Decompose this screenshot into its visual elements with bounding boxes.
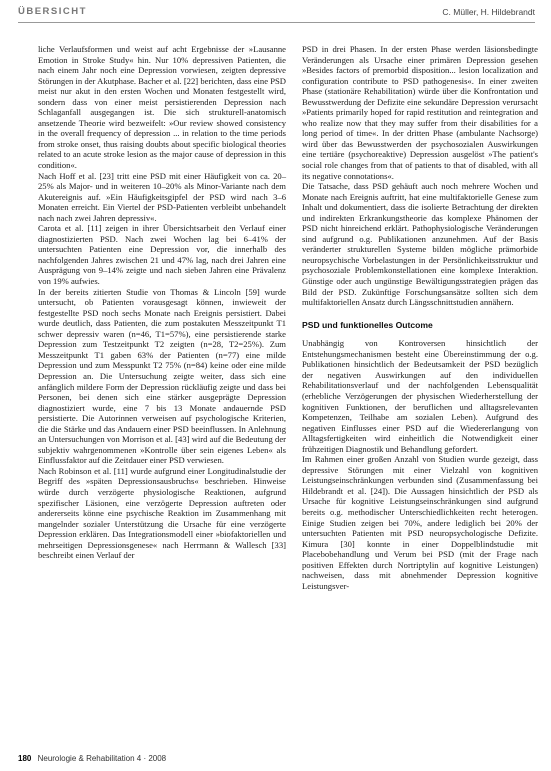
running-authors: C. Müller, H. Hildebrandt [442, 7, 535, 17]
section-subheading: PSD und funktionelles Outcome [302, 319, 433, 330]
header-rule [18, 22, 535, 23]
paragraph: Im Rahmen einer großen Anzahl von Studien wurde gezeigt, dass depressive Störungen mit einer Vielzahl von kognitiven Leistungseinschränkungen verbunden sind (Zusammenfassung bei Hildebrandt et al. [24]). Die Aussagen hinsichtlich der PSD als Ursache für kognitive Leistungseinschränkungen sind aufgrund bereits o.g. methodischer Unterschiedlichkeiten recht heterogen. Einige Studien zeigen bei 70%, andere lediglich bei 20% der untersuchten Patienten mit PSD neuropsychologische Defizite. Kimura [30] konnte in einer Doppelblindstudie mit Placebobehandlung und Verum bei PSD (mit der Frage nach positiven Effekten durch Nortriptylin auf kognitive Leistungen) nachweisen, dass mit abnehmender Depression kognitive Leistungsver- [302, 454, 538, 591]
page-header [0, 0, 551, 24]
page-footer [18, 754, 166, 763]
right-column [302, 44, 538, 591]
paragraph: Nach Robinson et al. [11] wurde aufgrund einer Longitudinalstudie der Begriff des »späten Depressionsausbruchs« beschrieben. Hinweise würde durch verzögerte physiologische Reaktionen, aufgrund spezifischer Läsionen, eine verzögerte Depression auftreten oder andererseits könne eine psychische Reaktion im Zusammenhang mit mangelnder sozialer Unterstützung die Ursache für eine verzögerte Depression erklären. Das Integrationsmodell einer »biofaktoriellen und mehrseitigen Depressionsgenese« nach Herrmann & Wallesch [33] beschreibt einen Verlauf der [38, 465, 286, 561]
paragraph: PSD in drei Phasen. In der ersten Phase werden läsionsbedingte Veränderungen als Ursache einer primären Depression gesehen »Besides factors of premorbid disposition... lesion localization and configuration contribute to PSD pathogenesis«. In einer zweiten Phase (stationäre Rehabilitation) würde über die Konfrontation und Bewusstwerdung der Defizite eine sekundäre Depression verursacht »Patients primarily hoped for rapid restitution and reintegration and who realize now that they may suffer from their disabilities for a long period of time«. In der dritten Phase (ambulante Nachsorge) wird über das Bewusstwerden der psychosozialen Auswirkungen eine tertiäre (psychoreaktive) Depression ausgelöst »The patient's social role changes from that of patients to that of disabled, with all its negative connotations«. [302, 44, 538, 181]
paragraph: liche Verlaufsformen und weist auf acht Ergebnisse der »Lausanne Emotion in Stroke Study« hin. Nur 10% depressiven Patienten, die nach einem Jahr noch eine Depression vorwiesen, zeigten depressive Störungen in der Akutphase. Bacher et al. [22] berichten, dass eine PSD meist nur akut in den ersten Wochen und Monaten festgestellt wird, sondern dass von einer meist persistierenden Depression nach Schlaganfall ausgegangen ist. Die sich strukturell-anatomisch ansetzende Theorie wird bezweifelt: »Our review showed consistency in the overall frequency of depression ... in relation to the time periods from stroke onset, thus raising doubts about specific biological theories related to an acute stroke lesion as the major cause of depression in this condition«. [38, 44, 286, 171]
section-title: ÜBERSICHT [18, 6, 87, 17]
paragraph: In der bereits zitierten Studie von Thomas & Lincoln [59] wurde untersucht, ob Patienten vorausgesagt können, inwieweit der festgestellte PSD noch sechs Monate nach Ereignis persistiert. Dabei wurde deutlich, dass Patienten, die zum postakuten Messzeitpunkt T1 schwer depressiv waren (n=46, T1=57%), eine persistierende starke Depression zum Testzeitpunkt T2 zeigten (n=28, T2=25%). Zum Messzeitpunkt T1 gaben 63% der Patienten (n=77) eine milde Depression und zum Messpunkt T2 75% (n=84) keine oder eine milde Depression an. Die Untersuchung zeigte weiter, dass sich eine anfänglich mildere Form der Depression rückläufig zeigte und dass bei Personen, bei denen sich eine stärker ausgeprägte Depression diagnostiziert wurde, eine 7 bis 13 Monate andauernde PSD persistierte. Die Autorinnen verweisen auf psychologische Kriterien, die die Stärke und das Andauern einer PSD beeinflussen. In Anlehnung an Untersuchungen von Morrison et al. [43] wird auf die Bedeutung der subjektiv wahrgenommenen »Kontrolle über sein eigenes Leben« als Einflussfaktor auf die Zeitdauer einer PSD verwiesen. [38, 286, 286, 466]
paragraph: Carota et al. [11] zeigen in ihrer Übersichtsarbeit den Verlauf einer diagnostizierten PSD. Nach zwei Wochen lag bei 6–41% der untersuchten Patienten eine Depression vor, die innerhalb des nachfolgenden Jahres zwischen 21 und 47% lag, nach drei Jahren eine Ausprägung von 9–14% zeigte und nach sieben Jahren eine Prävalenz von 19% aufwies. [38, 223, 286, 287]
paragraph: Die Tatsache, dass PSD gehäuft auch noch mehrere Wochen und Monate nach Ereignis auftritt, hat eine multifaktorielle Genese zum Inhalt und dokumentiert, dass die isolierte Betrachtung der direkten und indirekten Erkrankungstheorie das komplexe Phänomen der PSD nicht hinreichend erklärt. Pathophysiologische Veränderungen sind aufgrund o.g. Publikationen anzunehmen. Auf der Basis veränderter strukturellen Systeme bilden mögliche prämorbide neuropsychische Vorbelastungen in der Persönlichkeitsstruktur und psychosoziale Problemkonstellationen eine komplexe Interaktion. Günstige oder auch ungünstige Bewältigungsstrategien prägen das Bild der PSD. Zukünftige Forschungsansätze sollten sich dem multifaktoriellen Ansatz durch Längsschnittstudien annähern. [302, 181, 538, 308]
page-number: 180 [18, 754, 32, 763]
paragraph: Unabhängig von Kontroversen hinsichtlich der Entstehungsmechanismen besteht eine Übereinstimmung der o.g. Publikationen hinsichtlich der Bedeutsamkeit der PSD bezüglich der negativen Auswirkungen auf den individuellen Rehabilitationsverlauf und der nachfolgenden Lebensqualität (erhebliche Verzögerungen der physischen Wiederherstellung der kognitiven Funktionen, der beruflichen und alltagsrelevanten Kompetenzen, Teilhabe am sozialen Leben). Aufgrund des negativen Einflusses einer PSD auf die Wiedererlangung von Alltagsfertigkeiten wird einheitlich die Notwendigkeit einer frühzeitigen Diagnostik und Behandlung gefordert. [302, 338, 538, 454]
paragraph: Nach Hoff et al. [23] tritt eine PSD mit einer Häufigkeit von ca. 20–25% als Major- und in weiteren 10–20% als Minor-Variante nach dem Akutereignis auf. »Ein Häufigkeitsgipfel der PSD wird nach 3–6 Monaten erreicht. Ein Viertel der PSD-Patienten verbleibt unbehandelt nach nach zwei Jahren depressiv«. [38, 170, 286, 223]
journal-name: Neurologie & Rehabilitation 4 · 2008 [37, 754, 167, 763]
left-column [38, 44, 286, 561]
